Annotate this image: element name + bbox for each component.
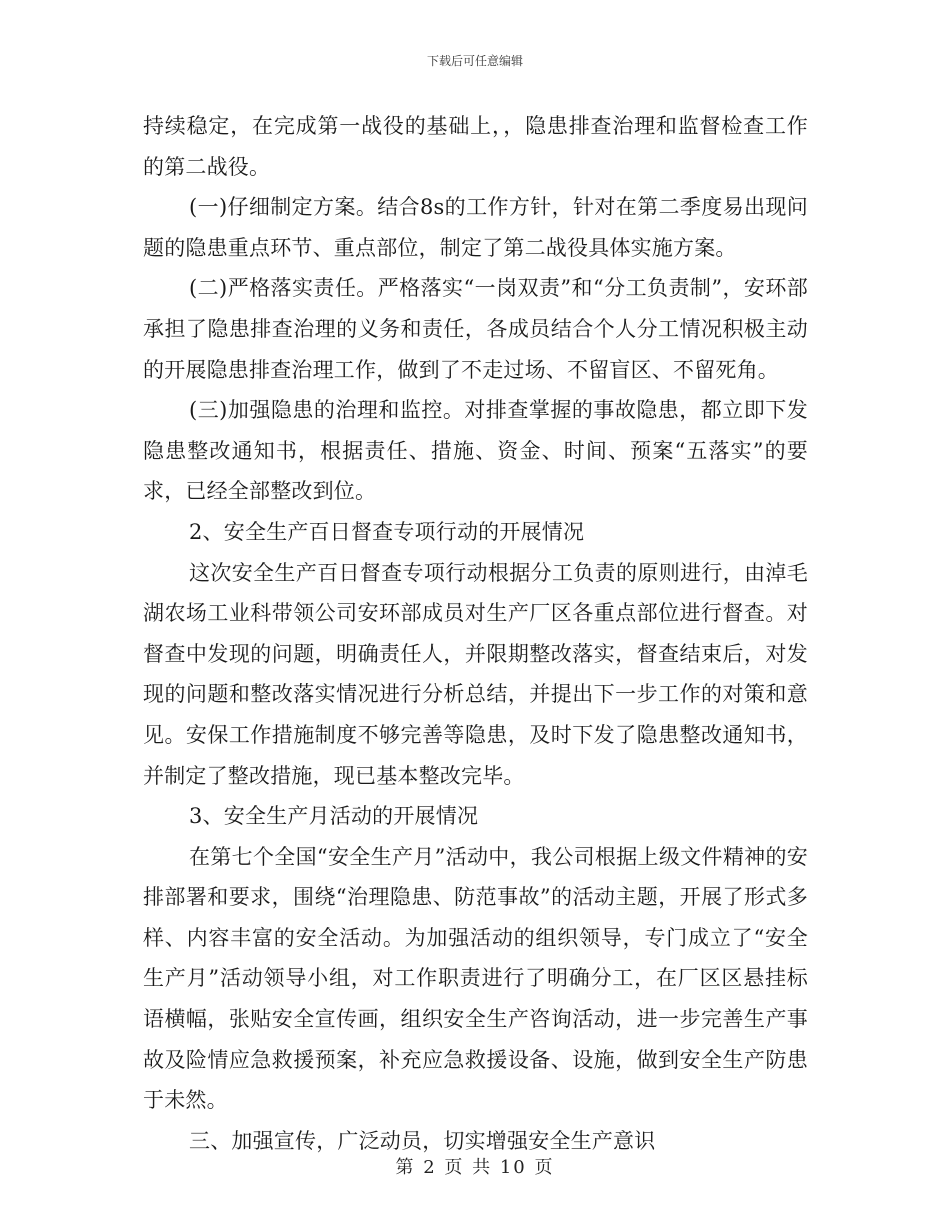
paragraph: 持续稳定，在完成第一战役的基础上，，隐患排查治理和监督检查工作的第二战役。: [143, 114, 808, 179]
header-note: 下载后可任意编辑: [426, 54, 523, 68]
body-text: [143, 106, 808, 1161]
section-heading: 三、加强宣传，广泛动员，切实增强安全生产意识: [189, 1128, 656, 1153]
paragraph: (一)仔细制定方案。结合8s的工作方针，针对在第二季度易出现问题的隐患重点环节、重点部位，制定了第二战役具体实施方案。: [143, 195, 808, 260]
paragraph: 这次安全生产百日督查专项行动根据分工负责的原则进行，由淖毛湖农场工业科带领公司安环部成员对生产厂区各重点部位进行督查。对督查中发现的问题，明确责任人，并限期整改落实，督查结束后，对发现的问题和整改落实情况进行分析总结，并提出下一步工作的对策和意见。安保工作措施制度不够完善等隐患，及时下发了隐患整改通知书，并制定了整改措施，现已基本整改完毕。: [143, 560, 808, 788]
paragraph: 在第七个全国“安全生产月”活动中，我公司根据上级文件精神的安排部署和要求，围绕“治理隐患、防范事故”的活动主题，开展了形式多样、内容丰富的安全活动。为加强活动的组织领导，专门成立了“安全生产月”活动领导小组，对工作职责进行了明确分工，在厂区区悬挂标语横幅，张贴安全宣传画，组织安全生产咨询活动，进一步完善生产事故及险情应急救援预案，补充应急救援设备、设施，做到安全生产防患于未然。: [143, 844, 808, 1113]
section-heading: 3、安全生产月活动的开展情况: [189, 804, 479, 829]
paragraph: (二)严格落实责任。严格落实“一岗双责”和“分工负责制”，安环部承担了隐患排查治理的义务和责任，各成员结合个人分工情况积极主动的开展隐患排查治理工作，做到了不走过场、不留盲区、不留死角。: [143, 276, 808, 382]
section-heading: 2、安全生产百日督查专项行动的开展情况: [189, 519, 585, 544]
page-number: 第 2 页 共 10 页: [395, 1157, 555, 1178]
paragraph: (三)加强隐患的治理和监控。对排查掌握的事故隐患，都立即下发隐患整改通知书，根据责任、措施、资金、时间、预案“五落实”的要求，已经全部整改到位。: [143, 398, 808, 504]
